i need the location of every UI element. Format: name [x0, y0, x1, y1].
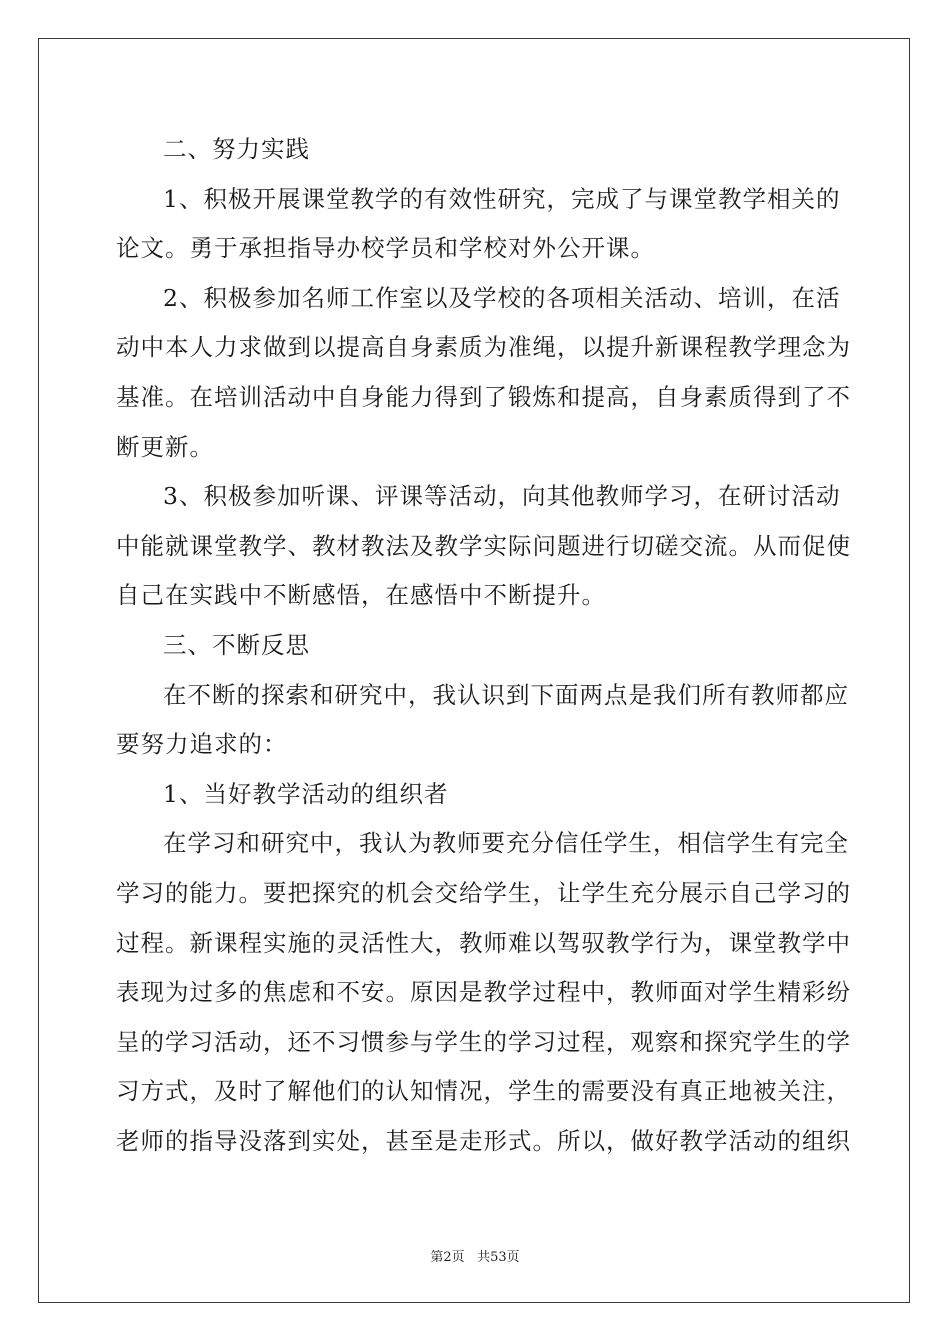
text-line: 呈的学习活动，还不习惯参与学生的学习过程，观察和探究学生的学	[116, 1027, 851, 1056]
text-line: 基准。在培训活动中自身能力得到了锻炼和提高，自身素质得到了不	[116, 382, 851, 411]
page-number: 第2页	[430, 1250, 465, 1265]
text-line: 自己在实践中不断感悟，在感悟中不断提升。	[116, 581, 606, 610]
text-line: 断更新。	[116, 432, 214, 461]
text-line: 中能就课堂教学、教材教法及教学实际问题进行切磋交流。从而促使	[116, 531, 851, 560]
text-line: 3、积极参加听课、评课等活动，向其他教师学习，在研讨活动	[163, 482, 841, 511]
text-line: 论文。勇于承担指导办校学员和学校对外公开课。	[116, 234, 655, 263]
page-footer	[0, 1246, 950, 1265]
text-line: 二、努力实践	[163, 135, 310, 163]
text-line: 学习的能力。要把探究的机会交给学生，让学生充分展示自己学习的	[116, 878, 851, 907]
text-line: 1、积极开展课堂教学的有效性研究，完成了与课堂教学相关的	[163, 184, 841, 213]
text-line: 要努力追求的：	[116, 730, 288, 759]
text-line: 动中本人力求做到以提高自身素质为准绳，以提升新课程教学理念为	[116, 333, 851, 362]
text-line: 老师的指导没落到实处，甚至是走形式。所以，做好教学活动的组织	[116, 1126, 851, 1155]
text-line: 习方式，及时了解他们的认知情况，学生的需要没有真正地被关注，	[116, 1077, 851, 1106]
text-line: 三、不断反思	[163, 630, 310, 659]
text-line: 在学习和研究中，我认为教师要充分信任学生，相信学生有完全	[163, 829, 849, 858]
text-line: 在不断的探索和研究中，我认识到下面两点是我们所有教师都应	[163, 680, 849, 709]
document-body	[116, 125, 851, 1166]
text-line: 2、积极参加名师工作室以及学校的各项相关活动、培训，在活	[163, 283, 841, 312]
text-line: 过程。新课程实施的灵活性大，教师难以驾驭教学行为，课堂教学中	[116, 928, 851, 957]
text-line: 1、当好教学活动的组织者	[163, 779, 449, 808]
page-total: 共53页	[477, 1250, 520, 1265]
text-line: 表现为过多的焦虑和不安。原因是教学过程中，教师面对学生精彩纷	[116, 978, 851, 1007]
